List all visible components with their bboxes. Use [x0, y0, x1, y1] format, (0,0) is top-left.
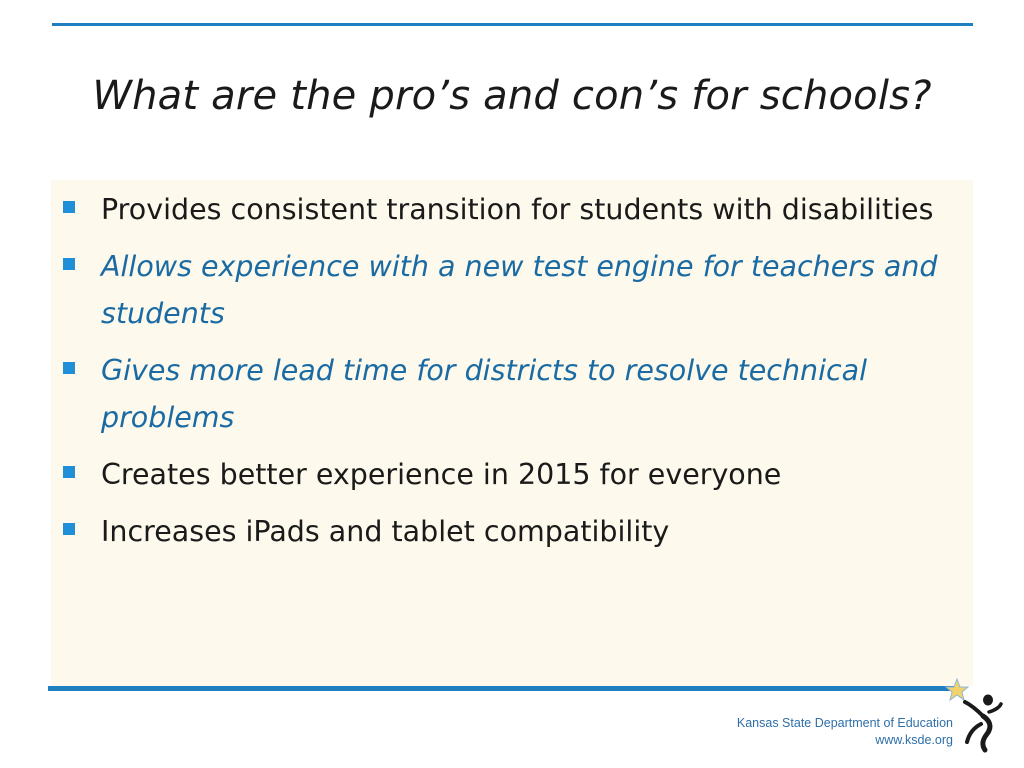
slide-title: What are the pro’s and con’s for schools?: [92, 73, 932, 119]
footer-website: www.ksde.org: [875, 733, 953, 747]
square-bullet-icon: [63, 201, 75, 213]
top-divider: [52, 23, 973, 26]
bullet-item-transition: [63, 186, 971, 233]
figure-head-icon: [983, 695, 993, 706]
bullet-text: Creates better experience in 2015 for everyone: [101, 458, 782, 491]
bullet-list: [63, 186, 971, 565]
bullet-text: Allows experience with a new test engine for teachers and students: [101, 250, 938, 330]
square-bullet-icon: [63, 523, 75, 535]
footer-credit: [737, 715, 953, 749]
square-bullet-icon: [63, 258, 75, 270]
bullet-text: Increases iPads and tablet compatibility: [101, 515, 670, 548]
bullet-item-better-experience: [63, 451, 971, 498]
square-bullet-icon: [63, 466, 75, 478]
bullet-text: Provides consistent transition for students with disabilities: [101, 193, 934, 226]
bottom-divider: [48, 686, 958, 691]
bullet-item-lead-time: [63, 347, 971, 441]
square-bullet-icon: [63, 362, 75, 374]
footer-org-name: Kansas State Department of Education: [736, 716, 953, 730]
ksde-star-figure-logo-icon: [943, 676, 1005, 754]
bullet-item-tablet-compat: [63, 508, 971, 555]
bullet-item-test-engine: [63, 243, 971, 337]
bullet-text: Gives more lead time for districts to resolve technical problems: [101, 354, 868, 434]
star-icon: [946, 679, 968, 700]
